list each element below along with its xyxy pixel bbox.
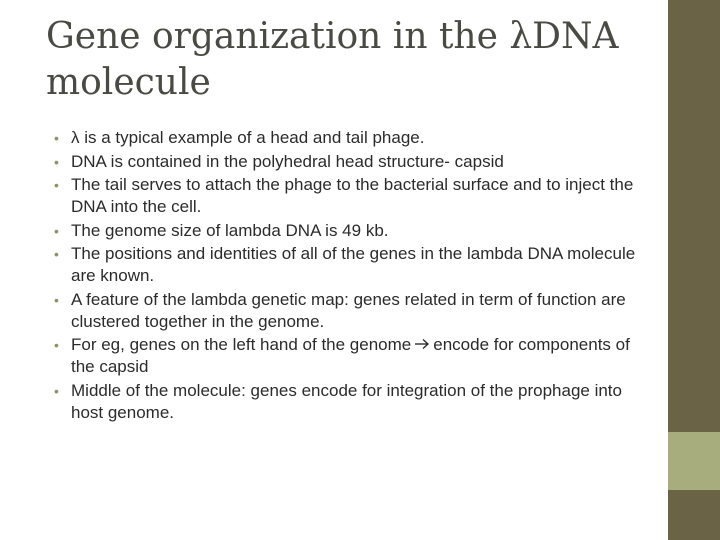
bullet-text: The genome size of lambda DNA is 49 kb.	[71, 220, 389, 240]
bullet-dot-icon: •	[54, 337, 59, 353]
bullet-item	[54, 151, 646, 173]
slide-title: Gene organization in the λDNA molecule	[46, 16, 619, 103]
bullet-list	[54, 127, 646, 425]
bullet-dot-icon: •	[54, 153, 59, 170]
right-arrow-icon	[414, 334, 430, 356]
bullet-item	[54, 174, 646, 218]
bullet-dot-icon: •	[54, 246, 59, 262]
bullet-text: DNA is contained in the polyhedral head structure- capsid	[71, 151, 504, 171]
bullet-item	[54, 220, 646, 242]
bullet-item	[54, 380, 646, 424]
bullet-dot-icon: •	[54, 382, 59, 399]
bullet-item	[54, 334, 646, 378]
bullet-text: The positions and identities of all of the genes in the lambda DNA molecule are known.	[71, 244, 636, 285]
bullet-text: λ is a typical example of a head and tail phage.	[71, 128, 425, 147]
bullet-item	[54, 289, 646, 333]
bullet-dot-icon: •	[54, 222, 59, 239]
bullet-dot-icon: •	[54, 130, 59, 146]
bullet-text-before-arrow: For eg, genes on the left hand of the genome	[71, 335, 412, 354]
right-band-accent	[668, 432, 720, 490]
bullet-text: Middle of the molecule: genes encode for integration of the prophage into host genome.	[71, 380, 622, 422]
bullet-dot-icon: •	[54, 291, 59, 308]
bullet-item	[54, 243, 646, 287]
bullet-text-after-arrow: encode for components of the capsid	[71, 335, 630, 376]
bullet-item	[54, 127, 646, 149]
bullet-text: A feature of the lambda genetic map: genes related in term of function are clustered together in the genome.	[71, 289, 626, 331]
bullet-dot-icon: •	[54, 177, 59, 193]
bullet-text: The tail serves to attach the phage to the bacterial surface and to inject the DNA into the cell.	[71, 175, 634, 216]
